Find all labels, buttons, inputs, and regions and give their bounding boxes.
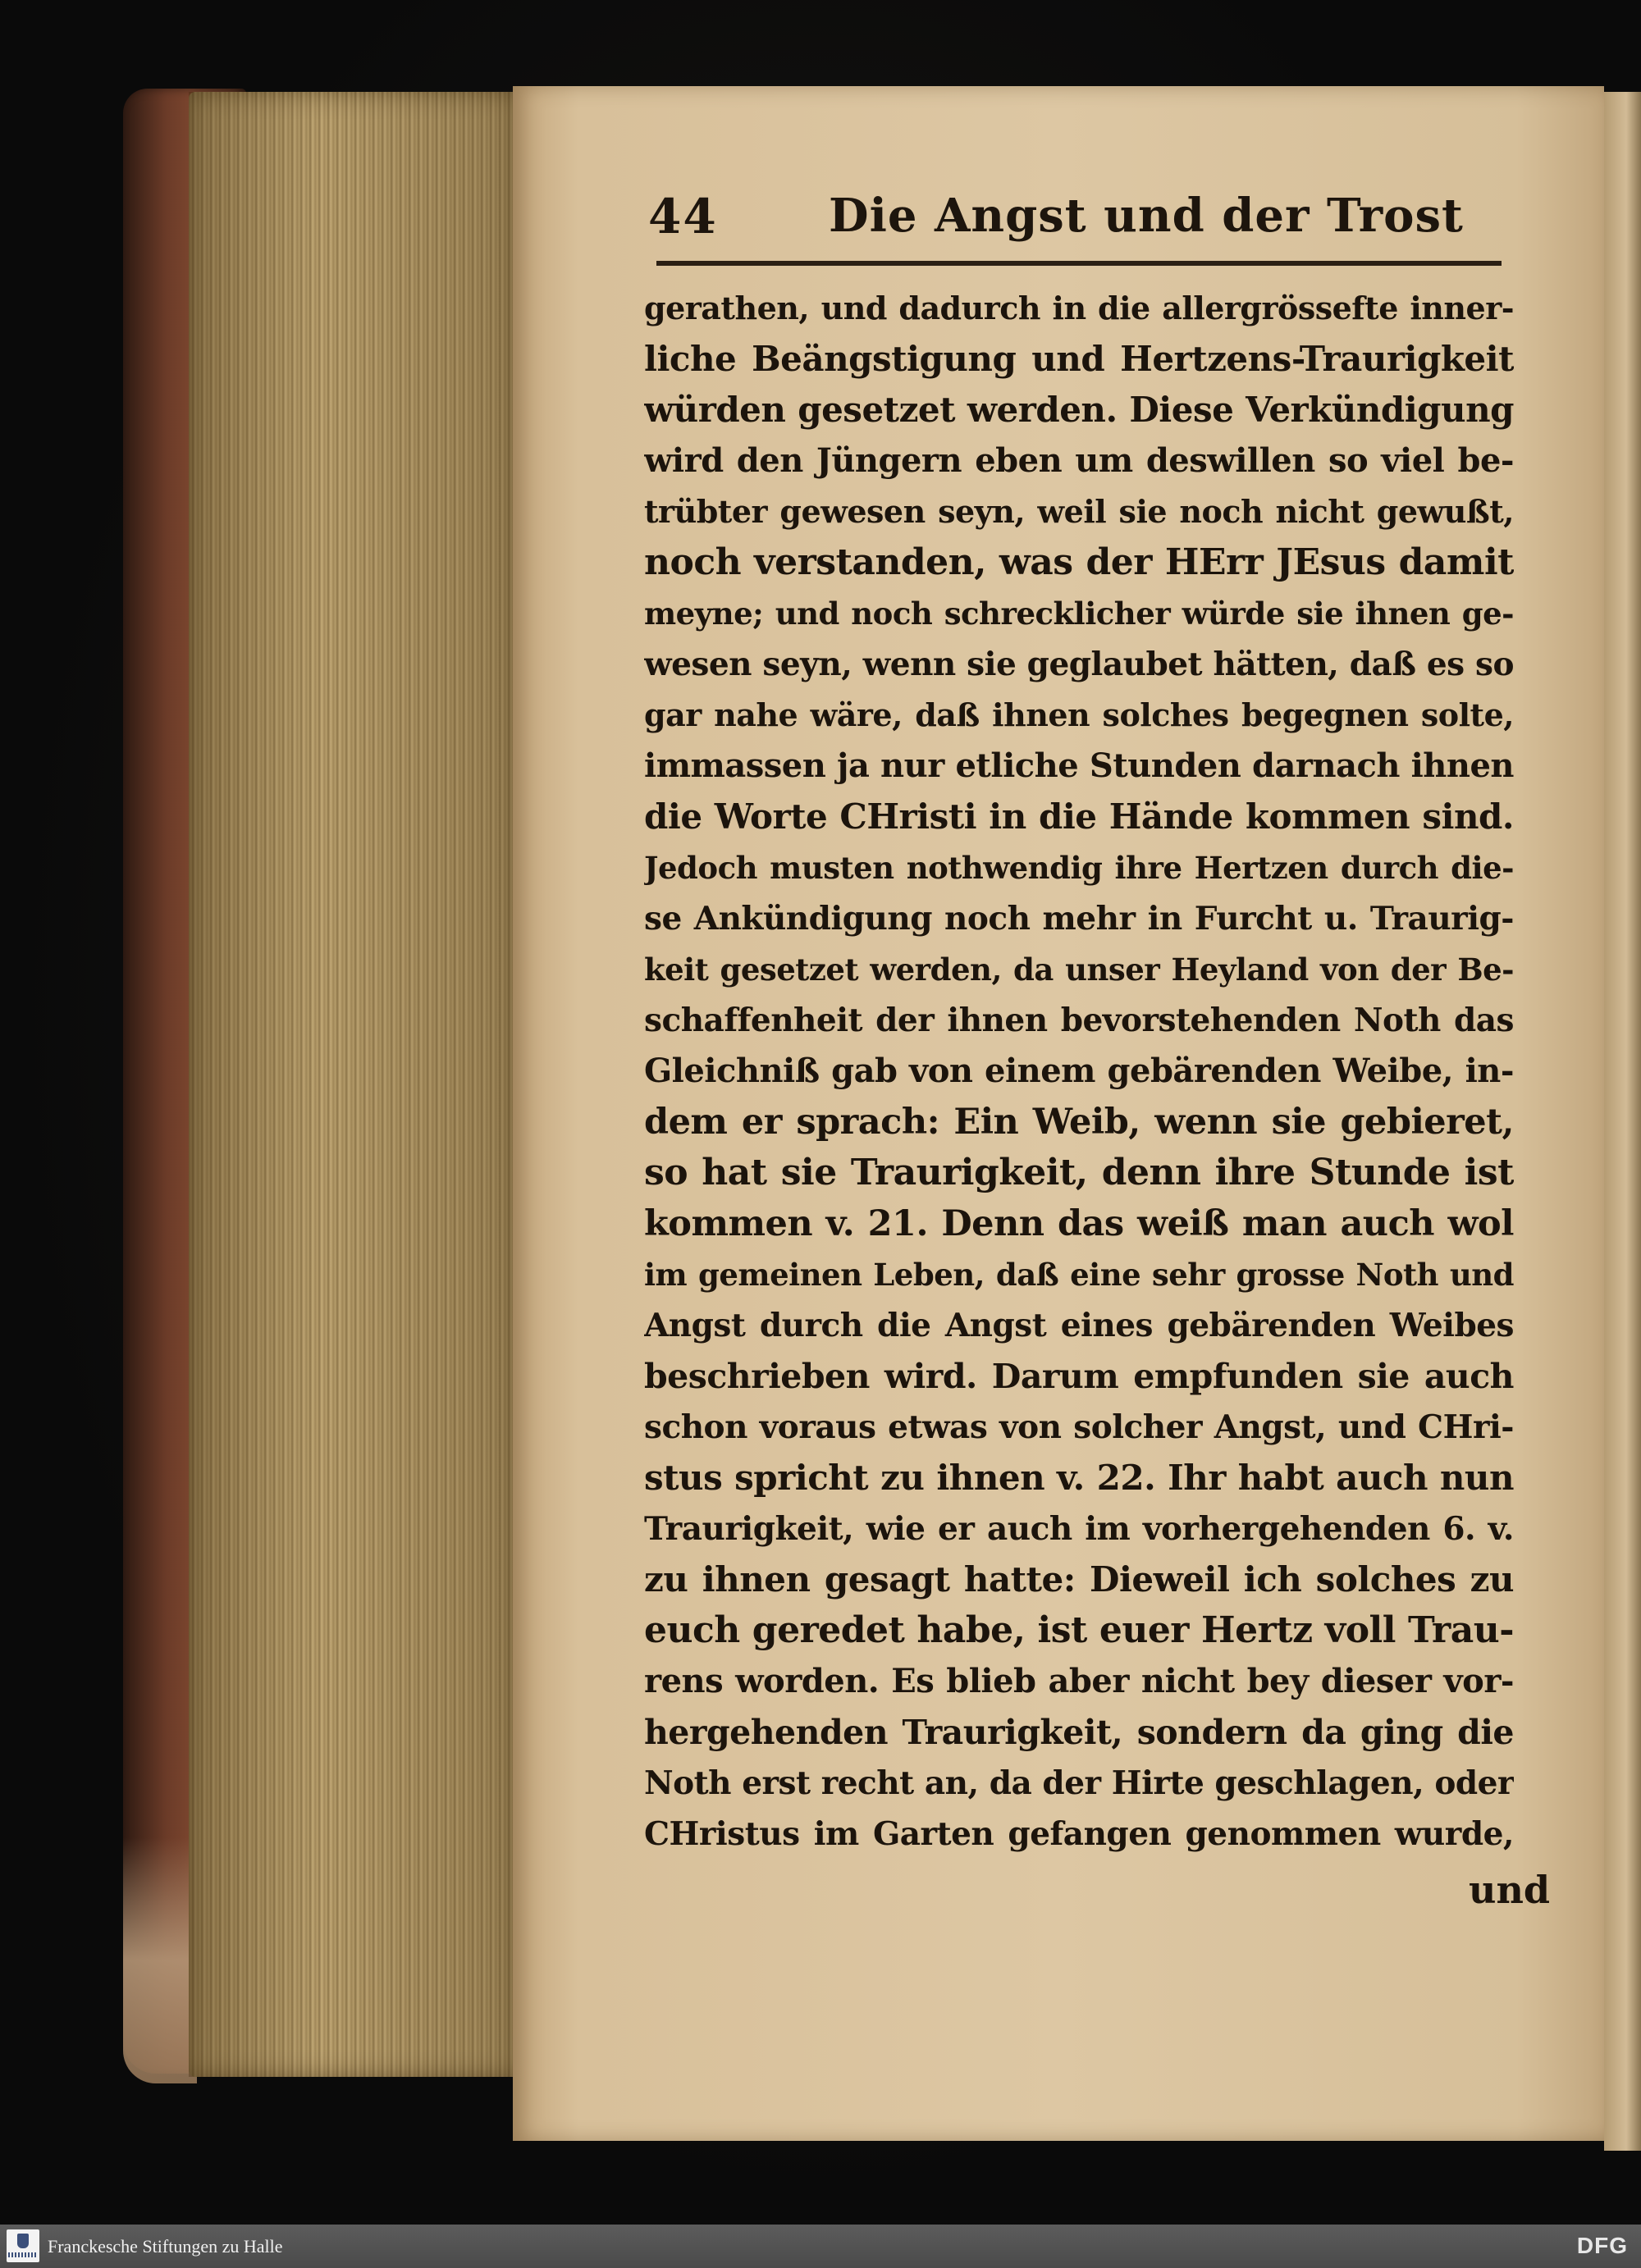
text-line: kommen v. 21. Denn das weiß man auch wol xyxy=(644,1203,1514,1244)
text-line: euch geredet habe, ist euer Hertz voll Trau- xyxy=(644,1609,1514,1651)
text-line: keit gesetzet werden, da unser Heyland von der Be- xyxy=(644,951,1514,988)
text-line: dem er sprach: Ein Weib, wenn sie gebieret, xyxy=(644,1102,1514,1143)
text-line: schon voraus etwas von solcher Angst, und CHri- xyxy=(644,1408,1514,1446)
running-title: Die Angst und der Trost xyxy=(829,189,1464,243)
logo-caption-mark xyxy=(8,2252,38,2257)
text-line: noch verstanden, was der HErr JEsus damit xyxy=(644,541,1514,583)
text-line: im gemeinen Leben, daß eine sehr grosse Noth und xyxy=(644,1257,1514,1293)
text-line: schaffenheit der ihnen bevorstehenden Noth das xyxy=(644,1002,1514,1039)
text-line: se Ankündigung noch mehr in Furcht u. Traurig- xyxy=(644,900,1514,938)
institution-name[interactable]: Franckesche Stiftungen zu Halle xyxy=(48,2236,283,2257)
text-line: Gleichniß gab von einem gebärenden Weibe, in- xyxy=(644,1052,1514,1090)
institution-logo[interactable] xyxy=(7,2229,39,2262)
text-line: gerathen, und dadurch in die allergrössefte inner- xyxy=(644,290,1514,326)
text-line: liche Beängstigung und Hertzens-Traurigkeit xyxy=(644,339,1514,379)
header-rule xyxy=(656,261,1502,266)
orphanage-emblem-icon xyxy=(17,2234,29,2248)
text-line: stus spricht zu ihnen v. 22. Ihr habt auch nun xyxy=(644,1458,1514,1498)
text-line: immassen ja nur etliche Stunden darnach ihnen xyxy=(644,746,1514,785)
text-line: Jedoch musten nothwendig ihre Hertzen durch die- xyxy=(644,850,1514,886)
text-line: hergehenden Traurigkeit, sondern da ging die xyxy=(644,1713,1514,1752)
page-number: 44 xyxy=(648,189,718,244)
text-line: beschrieben wird. Darum empfunden sie auch xyxy=(644,1357,1514,1396)
text-line: wird den Jüngern eben um deswillen so viel be- xyxy=(644,441,1514,480)
catchword: und xyxy=(1469,1868,1551,1912)
text-line: gar nahe wäre, daß ihnen solches begegnen solte, xyxy=(644,696,1514,733)
running-head xyxy=(648,189,1502,254)
dfg-logo[interactable]: DFG xyxy=(1576,2233,1628,2258)
text-line: Noth erst recht an, da der Hirte geschlagen, oder xyxy=(644,1764,1514,1802)
text-line: rens worden. Es blieb aber nicht bey dieser vor- xyxy=(644,1662,1514,1700)
text-line: Angst durch die Angst eines gebärenden Weibes xyxy=(644,1307,1514,1344)
cover-wear xyxy=(123,1837,197,2083)
text-line: wesen seyn, wenn sie geglaubet hätten, daß es so xyxy=(644,646,1514,683)
viewer-footer xyxy=(0,2225,1641,2268)
text-line: Traurigkeit, wie er auch im vorhergehenden 6. v. xyxy=(644,1510,1514,1548)
text-line: die Worte CHristi in die Hände kommen sind. xyxy=(644,796,1514,837)
body-text xyxy=(644,283,1514,1860)
text-line: meyne; und noch schrecklicher würde sie ihnen ge- xyxy=(644,596,1514,632)
page-block-edge xyxy=(189,92,517,2077)
facing-page-edge xyxy=(1604,92,1641,2151)
text-line: so hat sie Traurigkeit, denn ihre Stunde ist xyxy=(644,1152,1514,1193)
text-line: CHristus im Garten gefangen genommen wurde, xyxy=(644,1815,1514,1853)
text-line: würden gesetzet werden. Diese Verkündigung xyxy=(644,390,1514,430)
text-line: trübter gewesen seyn, weil sie noch nicht gewußt, xyxy=(644,493,1514,530)
text-line: zu ihnen gesagt hatte: Dieweil ich solches zu xyxy=(644,1559,1514,1599)
